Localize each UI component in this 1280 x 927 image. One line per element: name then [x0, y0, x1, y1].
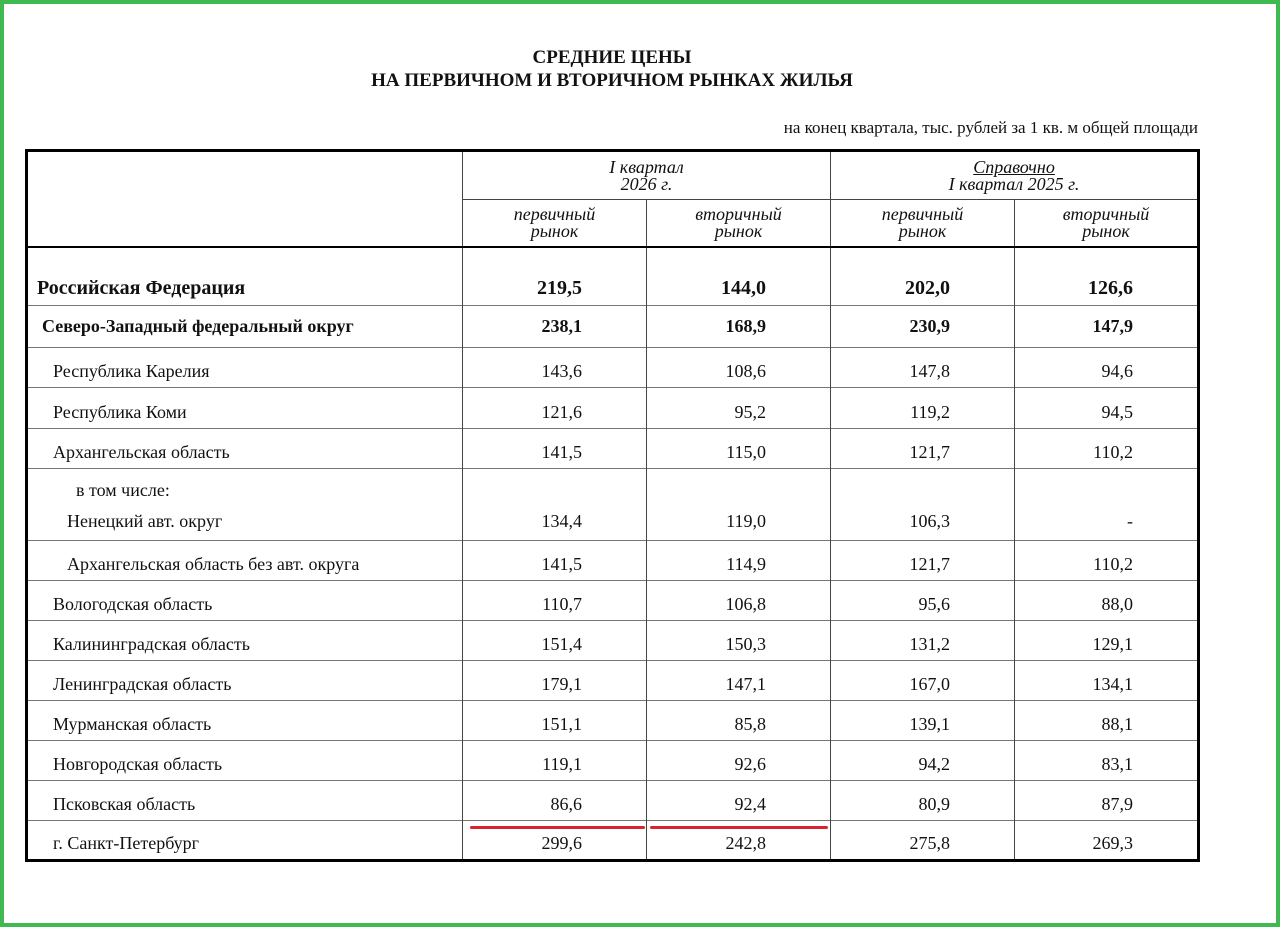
cell-value: 95,2 — [647, 388, 831, 429]
cell-value: 299,6 — [463, 821, 647, 861]
cell-value: 168,9 — [647, 306, 831, 348]
cell-value: 83,1 — [1015, 741, 1199, 781]
cell-value: 121,6 — [463, 388, 647, 429]
row-label: Архангельская область — [27, 429, 463, 469]
cell-value: 202,0 — [831, 247, 1015, 306]
header-sub-3-line1: первичный — [881, 203, 964, 224]
cell-value: 147,8 — [831, 348, 1015, 388]
cell-value: 230,9 — [831, 306, 1015, 348]
row-label: Псковская область — [27, 781, 463, 821]
cell-value: 115,0 — [647, 429, 831, 469]
cell-value: 119,2 — [831, 388, 1015, 429]
header-sub-4-line2: рынок — [1082, 220, 1130, 241]
table-row — [27, 504, 1199, 541]
cell-value: 242,8 — [647, 821, 831, 861]
header-sub-1-line1: первичный — [513, 203, 596, 224]
cell-value: - — [1015, 504, 1199, 541]
cell-value: 150,3 — [647, 621, 831, 661]
table-row — [27, 621, 1199, 661]
cell-value: 110,2 — [1015, 429, 1199, 469]
cell-value: 129,1 — [1015, 621, 1199, 661]
table-row — [27, 581, 1199, 621]
cell-value: 141,5 — [463, 541, 647, 581]
cell-value: 108,6 — [647, 348, 831, 388]
cell-value: 85,8 — [647, 701, 831, 741]
cell-value: 134,1 — [1015, 661, 1199, 701]
cell-value: 95,6 — [831, 581, 1015, 621]
cell-value: 131,2 — [831, 621, 1015, 661]
cell-value: 179,1 — [463, 661, 647, 701]
header-sub-cell — [463, 200, 647, 247]
table-row — [27, 781, 1199, 821]
cell-value: 80,9 — [831, 781, 1015, 821]
cell-value: 147,9 — [1015, 306, 1199, 348]
header-sub-2-line1: вторичный — [695, 203, 782, 224]
cell-value: 269,3 — [1015, 821, 1199, 861]
units-note: на конец квартала, тыс. рублей за 1 кв. м общей площади — [783, 118, 1198, 137]
cell-value: 219,5 — [463, 247, 647, 306]
cell-value: 121,7 — [831, 541, 1015, 581]
table-row — [27, 741, 1199, 781]
header-period-2026 — [463, 151, 831, 200]
cell-value: 119,1 — [463, 741, 647, 781]
table-row — [27, 306, 1199, 348]
header-period-2025 — [831, 151, 1199, 200]
header-period-2025-line2: I квартал 2025 г. — [948, 173, 1080, 194]
empty-cell — [647, 469, 831, 504]
cell-value: 94,6 — [1015, 348, 1199, 388]
row-label: Новгородская область — [27, 741, 463, 781]
highlight-underline-secondary — [650, 826, 828, 829]
cell-value: 121,7 — [831, 429, 1015, 469]
table-row — [27, 247, 1199, 306]
row-label: Ленинградская область — [27, 661, 463, 701]
title-line-1: СРЕДНИЕ ЦЕНЫ — [532, 47, 692, 68]
header-sub-cell — [1015, 200, 1199, 247]
cell-value: 275,8 — [831, 821, 1015, 861]
cell-value: 106,8 — [647, 581, 831, 621]
row-label: г. Санкт-Петербург — [27, 821, 463, 861]
page-title — [0, 46, 1224, 92]
cell-value: 92,6 — [647, 741, 831, 781]
table-row — [27, 701, 1199, 741]
table-row — [27, 469, 1199, 504]
cell-value: 143,6 — [463, 348, 647, 388]
cell-value: 86,6 — [463, 781, 647, 821]
row-label: Республика Коми — [27, 388, 463, 429]
cell-value: 106,3 — [831, 504, 1015, 541]
header-sub-3-line2: рынок — [898, 220, 947, 241]
cell-value: 141,5 — [463, 429, 647, 469]
table-row — [27, 348, 1199, 388]
header-period-2025-line1: Справочно — [973, 156, 1055, 177]
header-sub-cell — [647, 200, 831, 247]
empty-cell — [463, 469, 647, 504]
row-label: Республика Карелия — [27, 348, 463, 388]
table-row — [27, 388, 1199, 429]
cell-value: 110,7 — [463, 581, 647, 621]
cell-value: 94,5 — [1015, 388, 1199, 429]
cell-value: 114,9 — [647, 541, 831, 581]
row-label: Северо-Западный федеральный округ — [27, 306, 463, 348]
header-sub-cell — [831, 200, 1015, 247]
row-label: Калининградская область — [27, 621, 463, 661]
row-label: Ненецкий авт. округ — [67, 511, 223, 532]
cell-value: 238,1 — [463, 306, 647, 348]
highlight-underline-primary — [470, 826, 645, 829]
cell-value: 94,2 — [831, 741, 1015, 781]
row-label: Вологодская область — [27, 581, 463, 621]
cell-value: 92,4 — [647, 781, 831, 821]
cell-value: 167,0 — [831, 661, 1015, 701]
row-label: Российская Федерация — [37, 276, 246, 299]
header-sub-2-line2: рынок — [714, 220, 763, 241]
cell-value: 147,1 — [647, 661, 831, 701]
table-row — [27, 661, 1199, 701]
cell-value: 119,0 — [647, 504, 831, 541]
cell-value: 88,0 — [1015, 581, 1199, 621]
header-empty-cell — [27, 151, 463, 247]
empty-cell — [1015, 469, 1199, 504]
header-sub-4-line1: вторичный — [1062, 203, 1150, 224]
cell-value: 110,2 — [1015, 541, 1199, 581]
cell-value: 144,0 — [647, 247, 831, 306]
row-label: Мурманская область — [27, 701, 463, 741]
header-sub-1-line2: рынок — [530, 220, 579, 241]
cell-value: 87,9 — [1015, 781, 1199, 821]
cell-value: 151,4 — [463, 621, 647, 661]
header-row-period — [27, 151, 1199, 200]
cell-value: 126,6 — [1015, 247, 1199, 306]
row-label: Архангельская область без авт. округа — [27, 541, 463, 581]
cell-value: 88,1 — [1015, 701, 1199, 741]
empty-cell — [831, 469, 1015, 504]
price-table — [25, 149, 1200, 862]
header-period-2026-line2: 2026 г. — [620, 173, 673, 194]
row-label: в том числе: — [27, 469, 463, 504]
header-period-2026-line1: I квартал — [609, 156, 684, 177]
table-row — [27, 429, 1199, 469]
cell-value: 139,1 — [831, 701, 1015, 741]
cell-value: 134,4 — [463, 504, 647, 541]
table-row — [27, 541, 1199, 581]
cell-value: 151,1 — [463, 701, 647, 741]
title-line-2: НА ПЕРВИЧНОМ И ВТОРИЧНОМ РЫНКАХ ЖИЛЬЯ — [371, 70, 853, 91]
